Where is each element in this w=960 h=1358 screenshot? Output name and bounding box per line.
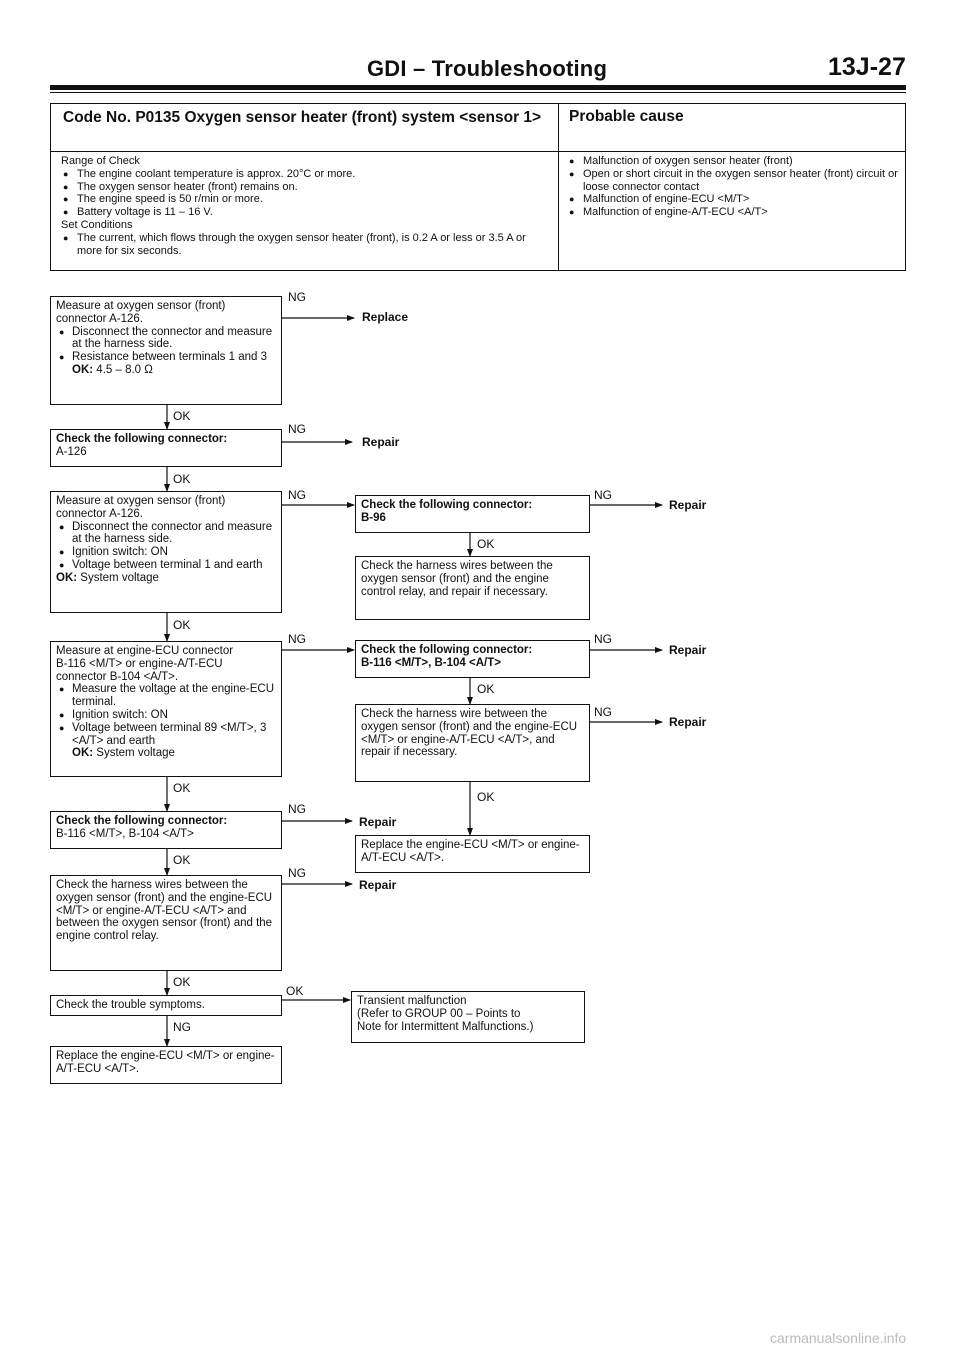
step-bullet: ● Resistance between terminals 1 and 3 <box>56 351 277 364</box>
ok-value: System voltage <box>96 747 175 760</box>
step-text: Check the following connector: <box>361 644 533 656</box>
ok-label: OK <box>173 409 191 423</box>
cause-item: ● Malfunction of engine-ECU <M/T> <box>567 193 901 206</box>
step-text: Check the harness wires between the oxygen sensor (front) and the engine-ECU <M/T> or engine-A/T-ECU <A/T> and between the oxygen sensor (front) and the engine control relay. <box>56 879 273 943</box>
ok-label: OK <box>173 975 191 989</box>
step-replace-ecu <box>50 1046 282 1084</box>
step-text: connector A-126. <box>56 312 143 325</box>
ng-label: NG <box>288 488 306 502</box>
ng-label: NG <box>288 866 306 880</box>
ng-label: NG <box>594 705 612 719</box>
step-text: Check the following connector: <box>361 499 533 511</box>
ng-label: NG <box>288 802 306 816</box>
step-text: Check the trouble symptoms. <box>56 999 205 1011</box>
step-bullet: ● Disconnect the connector and measure at the harness side. <box>56 521 277 547</box>
ng-label: NG <box>173 1020 191 1034</box>
step-check-symptoms <box>50 995 282 1016</box>
step-bullet: ● Ignition switch: ON <box>56 709 277 722</box>
page-title: GDI – Troubleshooting <box>367 56 608 81</box>
range-item: ● The engine coolant temperature is approx. 20°C or more. <box>61 168 553 181</box>
result-repair: Repair <box>669 715 707 729</box>
ok-criteria <box>56 747 277 760</box>
ok-label: OK <box>477 682 495 696</box>
step-text: Check the harness wire between the oxygen sensor (front) and the engine-ECU <M/T> or engine-A/T-ECU <A/T>, and repair if necessary. <box>361 708 578 759</box>
step-text: Check the following connector: <box>56 433 228 445</box>
result-repair: Repair <box>669 643 707 657</box>
step-text: Replace the engine-ECU <M/T> or engine-A/T-ECU <A/T>. <box>56 1050 275 1075</box>
range-item: ● Battery voltage is 11 – 16 V. <box>61 206 553 219</box>
step-text: (Refer to GROUP 00 – Points to <box>357 1007 521 1020</box>
ng-label: NG <box>288 422 306 436</box>
cause-item: ● Malfunction of oxygen sensor heater (front) <box>567 155 901 168</box>
step-text: B-116 <M/T>, B-104 <A/T> <box>361 656 501 669</box>
ng-label: NG <box>594 632 612 646</box>
result-repair: Repair <box>359 815 397 829</box>
ng-label: NG <box>288 290 306 304</box>
step-text: Measure at engine-ECU connector <box>56 645 234 657</box>
step-bullet: ● Disconnect the connector and measure at the harness side. <box>56 326 277 352</box>
result-replace: Replace <box>362 310 409 324</box>
range-label: Range of Check <box>61 155 140 167</box>
step-check-harness-relay <box>355 556 590 620</box>
step-measure-voltage <box>50 491 282 613</box>
result-repair: Repair <box>362 435 400 449</box>
step-text: Measure at oxygen sensor (front) <box>56 300 226 312</box>
ok-value: System voltage <box>80 571 159 584</box>
watermark: carmanualsonline.info <box>770 1330 907 1346</box>
step-text: connector A-126. <box>56 507 143 520</box>
step-replace-ecu-right <box>355 835 590 873</box>
step-check-connector-a126 <box>50 429 282 467</box>
step-measure-ecu <box>50 641 282 777</box>
set-item: ● The current, which flows through the oxygen sensor heater (front), is 0.2 A or less or 3.5 A or more for six seconds. <box>61 232 553 258</box>
ok-label: OK <box>477 790 495 804</box>
probable-cause-title: Probable cause <box>569 108 684 125</box>
cause-item: ● Malfunction of engine-A/T-ECU <A/T> <box>567 206 901 219</box>
step-check-harness-ecu <box>355 704 590 782</box>
ok-label: OK: <box>56 571 78 584</box>
step-text: B-116 <M/T>, B-104 <A/T> <box>56 827 194 840</box>
ok-label: OK <box>477 537 495 551</box>
step-check-connector-b96 <box>355 495 590 533</box>
step-text: Measure at oxygen sensor (front) <box>56 495 226 507</box>
ok-criteria <box>56 572 277 585</box>
step-bullet: ● Voltage between terminal 1 and earth <box>56 559 277 572</box>
step-text: Transient malfunction <box>357 995 467 1007</box>
ok-value: 4.5 – 8.0 Ω <box>96 363 153 376</box>
step-text: Check the following connector: <box>56 815 228 827</box>
ng-label: NG <box>594 488 612 502</box>
ok-label: OK <box>286 984 304 998</box>
step-bullet: ● Measure the voltage at the engine-ECU terminal. <box>56 683 277 709</box>
step-check-harness <box>50 875 282 971</box>
ok-label: OK <box>173 472 191 486</box>
ng-label: NG <box>288 632 306 646</box>
range-item: ● The engine speed is 50 r/min or more. <box>61 193 553 206</box>
step-check-connector-b116-right <box>355 640 590 678</box>
ok-label: OK <box>173 853 191 867</box>
step-text: Replace the engine-ECU <M/T> or engine-A/T-ECU <A/T>. <box>361 839 580 864</box>
range-item: ● The oxygen sensor heater (front) remains on. <box>61 181 553 194</box>
set-label: Set Conditions <box>61 218 133 231</box>
ok-criteria <box>56 364 277 377</box>
step-text: Note for Intermittent Malfunctions.) <box>357 1020 534 1033</box>
page-number: 13J-27 <box>828 53 906 81</box>
code-title: Code No. P0135 Oxygen sensor heater (front) system <sensor 1> <box>63 109 542 126</box>
step-text: connector B-104 <A/T>. <box>56 670 179 683</box>
cause-item: ● Open or short circuit in the oxygen sensor heater (front) circuit or loose connector contact <box>567 168 901 194</box>
step-bullet: ● Voltage between terminal 89 <M/T>, 3 <A/T> and earth <box>56 722 277 748</box>
step-check-connector-b116 <box>50 811 282 849</box>
step-transient-malfunction <box>351 991 585 1043</box>
step-text: A-126 <box>56 445 87 458</box>
ok-label: OK <box>173 781 191 795</box>
step-measure-resistance <box>50 296 282 405</box>
step-text: Check the harness wires between the oxygen sensor (front) and the engine control relay, and repair if necessary. <box>361 560 553 598</box>
step-text: B-96 <box>361 511 386 524</box>
result-repair: Repair <box>359 878 397 892</box>
step-bullet: ● Ignition switch: ON <box>56 546 277 559</box>
ok-label: OK: <box>72 747 94 760</box>
ok-label: OK <box>173 618 191 632</box>
step-text: B-116 <M/T> or engine-A/T-ECU <box>56 657 223 670</box>
ok-label: OK: <box>72 363 94 376</box>
result-repair: Repair <box>669 498 707 512</box>
